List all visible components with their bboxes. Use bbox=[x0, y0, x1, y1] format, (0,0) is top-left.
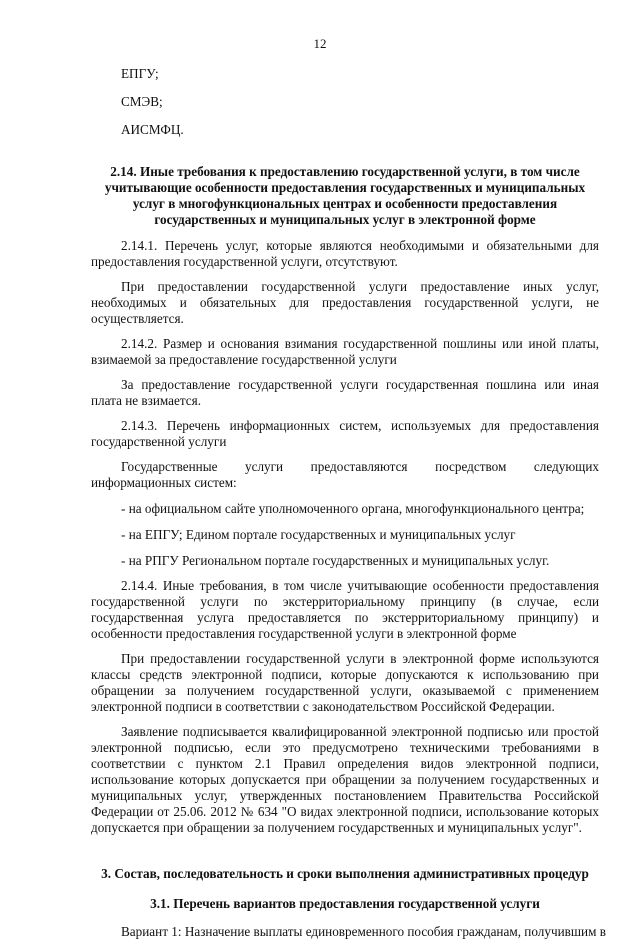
paragraph-2-14-4: 2.14.4. Иные требования, в том числе учитывающие особенности предоставления государственной услуги по экстерриториальному принципу (в случае, если государственная услуга предоставляется по экстерриториальному принципу) и особенности предоставления государственной услуги в электронной форме bbox=[91, 578, 599, 641]
paragraph-2-14-1: 2.14.1. Перечень услуг, которые являются необходимыми и обязательными для предоставления государственной услуги, отсутствуют. bbox=[91, 238, 599, 269]
page-number: 12 bbox=[313, 36, 327, 51]
heading-2-14: 2.14. Иные требования к предоставлению государственной услуги, в том числе учитывающие особенности предоставления государственных и муниципальных услуг в многофункциональных центрах и особенности предоставления государственных и муниципальных услуг в электронной форме bbox=[104, 164, 586, 227]
bullet-official-site: - на официальном сайте уполномоченного органа, многофункционального центра; bbox=[121, 501, 585, 516]
system-item-smev: СМЭВ; bbox=[121, 94, 163, 109]
system-item-epgu: ЕПГУ; bbox=[121, 66, 159, 81]
paragraph-application-signature: Заявление подписывается квалифицированной электронной подписью или простой электронной подписью, если это предусмотрено техническими требованиями в соответствии с пунктом 2.1 Правил определения видов электронной подписи, использование которых допускается при обращении за получением государственных и муниципальных услуг, утвержденных постановлением Правительства Российской Федерации от 25.06. 2012 № 634 "О видах электронной подписи, использование которых допускается при обращении за получением государственных и муниципальных услуг". bbox=[91, 724, 599, 835]
paragraph-2-14-2: 2.14.2. Размер и основания взимания государственной пошлины или иной платы, взимаемой за предоставление государственной услуги bbox=[91, 336, 599, 367]
paragraph-2-14-3: 2.14.3. Перечень информационных систем, используемых для предоставления государственной услуги bbox=[91, 418, 599, 449]
system-item-aismfc: АИСМФЦ. bbox=[121, 122, 184, 137]
variant-1-text: Вариант 1: Назначение выплаты единовременного пособия гражданам, получившим в bbox=[121, 924, 606, 939]
page-content bbox=[91, 66, 606, 940]
paragraph-no-fee: За предоставление государственной услуги государственная пошлина или иная плата не взимается. bbox=[91, 377, 599, 408]
bullet-epgu: - на ЕПГУ; Едином портале государственных и муниципальных услуг bbox=[121, 527, 516, 542]
section-3-title: 3. Состав, последовательность и сроки выполнения административных процедур bbox=[101, 866, 589, 881]
bullet-rpgu: - на РПГУ Региональном портале государственных и муниципальных услуг. bbox=[121, 553, 550, 568]
paragraph-info-systems: Государственные услуги предоставляются посредством следующих информационных систем: bbox=[91, 459, 599, 490]
subsection-3-1-title: 3.1. Перечень вариантов предоставления государственной услуги bbox=[150, 896, 540, 911]
paragraph-no-other-services: При предоставлении государственной услуги предоставление иных услуг, необходимых и обязательных для предоставления государственной услуги, не осуществляется. bbox=[91, 279, 599, 326]
paragraph-e-signature-classes: При предоставлении государственной услуги в электронной форме используются классы средств электронной подписи, которые допускаются к использованию при обращении за получением государственной услуги, оказываемой с применением электронной подписи в соответствии с законодательством Российской Федерации. bbox=[91, 651, 599, 714]
